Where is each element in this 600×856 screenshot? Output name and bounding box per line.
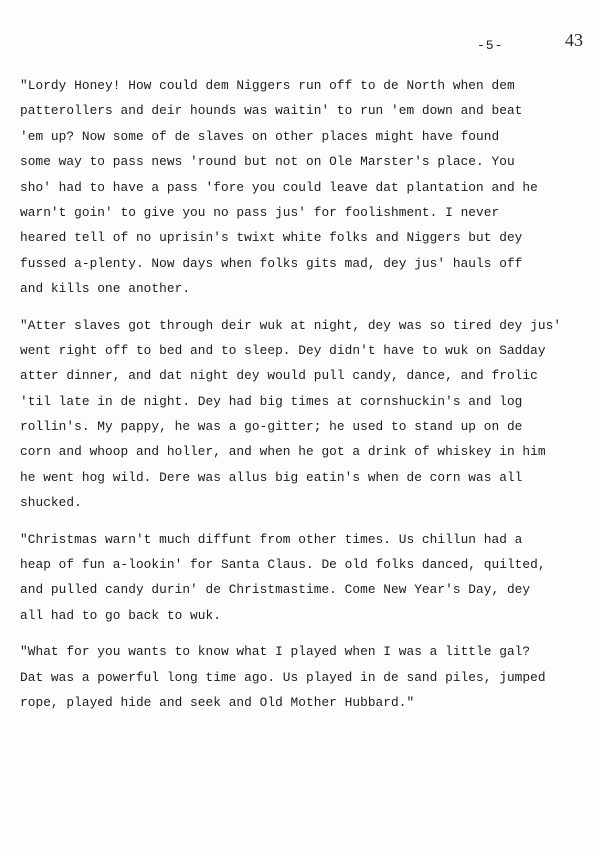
- text-line: all had to go back to wuk.: [20, 607, 221, 623]
- text-line: went right off to bed and to sleep. Dey didn't have to wuk on Sadday: [20, 342, 546, 358]
- text-line: he went hog wild. Dere was allus big eatin's when de corn was all: [20, 469, 523, 485]
- body-text: [20, 73, 590, 726]
- text-line: "What for you wants to know what I played when I was a little gal?: [20, 644, 531, 660]
- text-line: heared tell of no uprisin's twixt white folks and Niggers but dey: [20, 230, 523, 246]
- text-line: patterollers and deir hounds was waitin' to run 'em down and beat: [20, 103, 523, 119]
- text-line: "Christmas warn't much diffunt from other times. Us chillun had a: [20, 531, 523, 547]
- text-line: sho' had to have a pass 'fore you could leave dat plantation and he: [20, 179, 538, 195]
- text-line: 'em up? Now some of de slaves on other places might have found: [20, 128, 500, 144]
- text-line: rope, played hide and seek and Old Mother Hubbard.": [20, 694, 415, 710]
- text-line: "Atter slaves got through deir wuk at night, dey was so tired dey jus': [20, 317, 562, 333]
- text-line: 'til late in de night. Dey had big times at cornshuckin's and log: [20, 393, 523, 409]
- text-line: corn and whoop and holler, and when he got a drink of whiskey in him: [20, 444, 546, 460]
- text-line: some way to pass news 'round but not on Ole Marster's place. You: [20, 154, 515, 170]
- paragraph: [20, 313, 590, 516]
- text-line: and kills one another.: [20, 281, 191, 297]
- text-line: "Lordy Honey! How could dem Niggers run off to de North when dem: [20, 78, 515, 93]
- folio-number: 43: [565, 30, 583, 50]
- text-line: Dat was a powerful long time ago. Us played in de sand piles, jumped: [20, 669, 546, 685]
- text-line: and pulled candy durin' de Christmastime. Come New Year's Day, dey: [20, 582, 531, 598]
- paragraph: [20, 639, 590, 715]
- text-line: atter dinner, and dat night dey would pull candy, dance, and frolic: [20, 368, 538, 384]
- page-number: -5-: [477, 38, 504, 53]
- text-line: warn't goin' to give you no pass jus' for foolishment. I never: [20, 204, 500, 220]
- text-line: fussed a-plenty. Now days when folks gits mad, dey jus' hauls off: [20, 255, 523, 271]
- text-line: rollin's. My pappy, he was a go-gitter; he used to stand up on de: [20, 419, 523, 435]
- text-line: heap of fun a-lookin' for Santa Claus. De old folks danced, quilted,: [20, 557, 546, 573]
- paragraph: [20, 73, 590, 302]
- paragraph: [20, 527, 590, 629]
- text-line: shucked.: [20, 495, 82, 511]
